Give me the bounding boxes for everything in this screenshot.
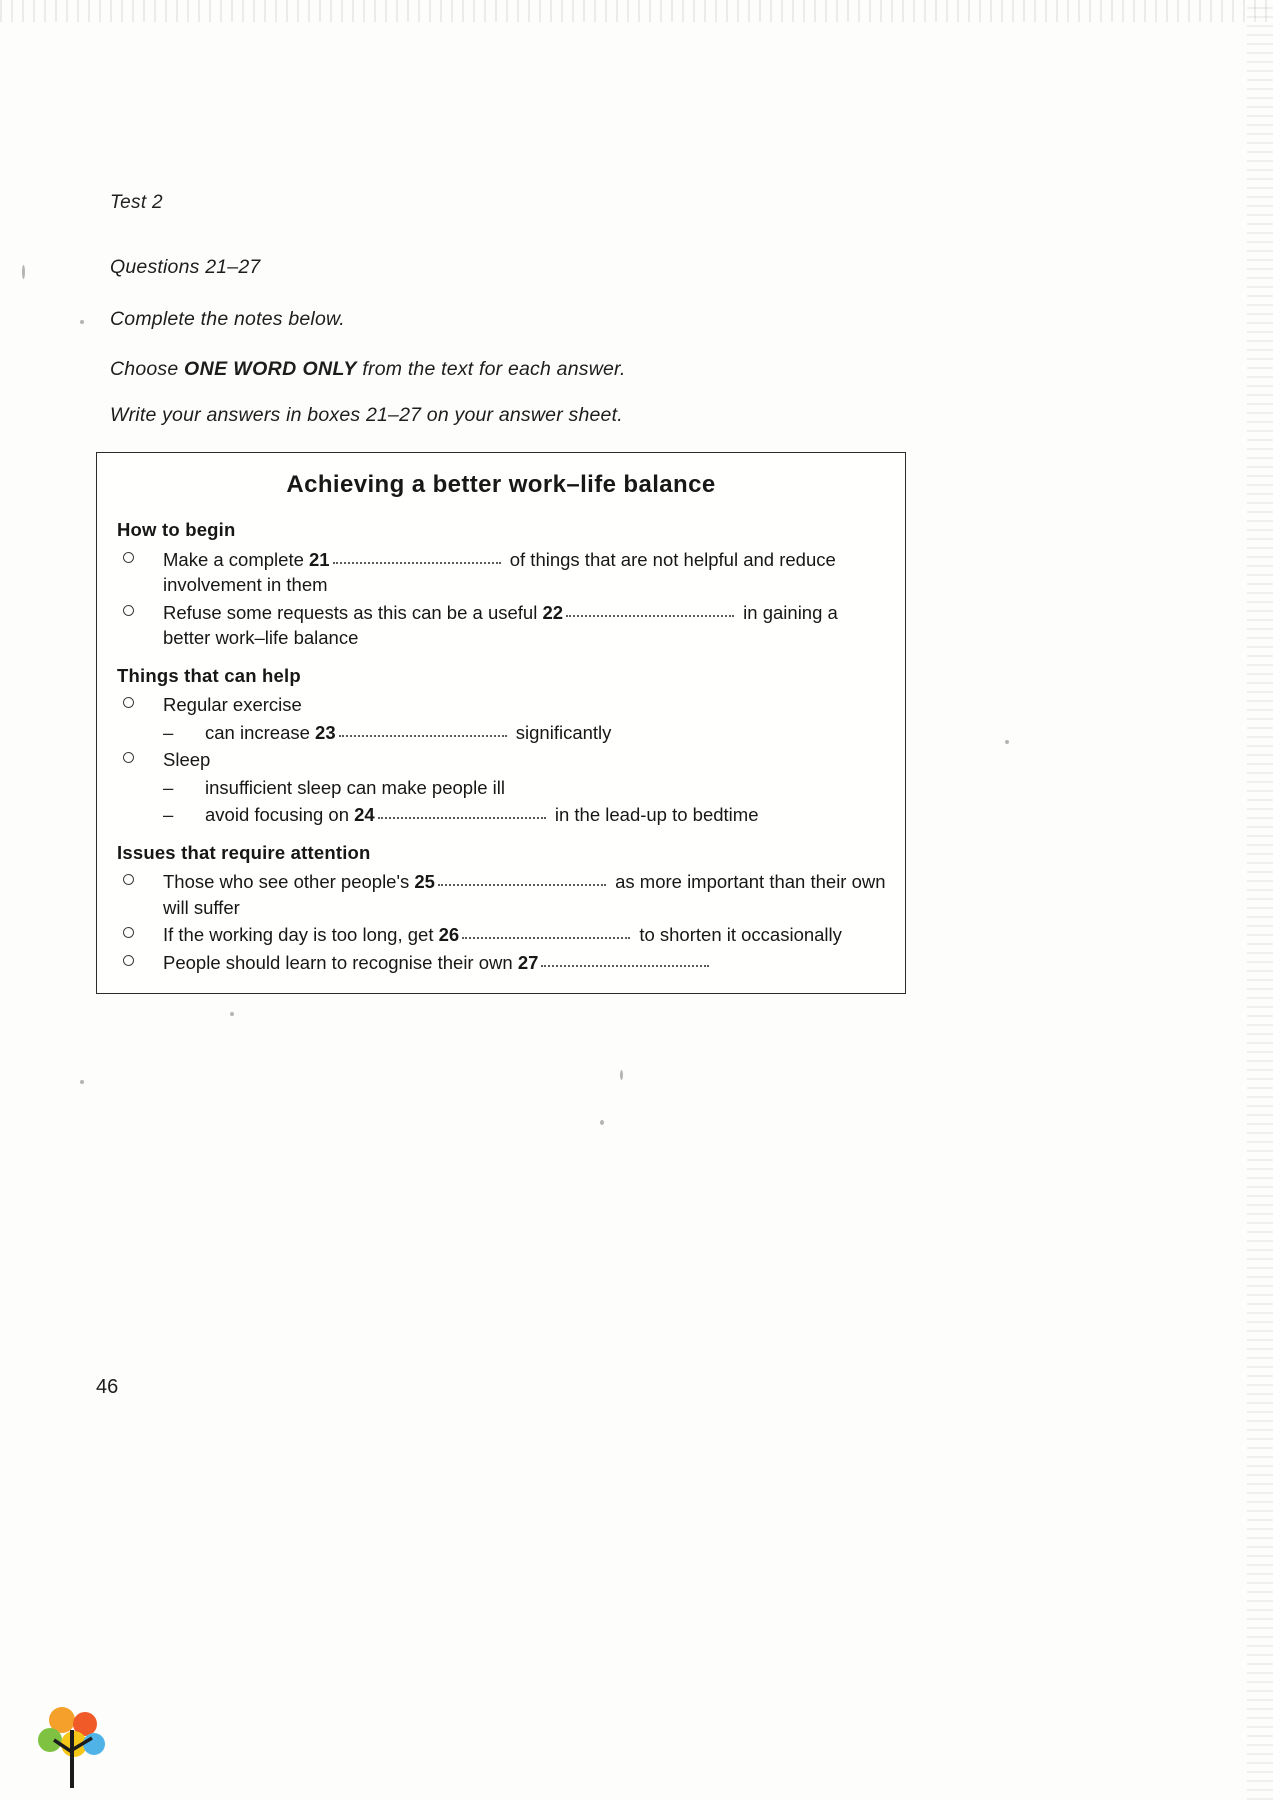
- test-label: Test 2: [110, 192, 163, 213]
- dash-icon: –: [163, 776, 174, 798]
- question-number: 26: [438, 924, 460, 946]
- page-number: 46: [96, 1376, 119, 1398]
- question-number: 22: [542, 601, 564, 623]
- scan-speck: [22, 265, 25, 279]
- note-bullet: [117, 922, 887, 948]
- bullet-icon: [117, 692, 163, 715]
- note-bullet-text: [163, 950, 887, 976]
- note-bullet-text: [163, 922, 887, 948]
- bullet-icon: [117, 747, 163, 770]
- note-bullet-text: [163, 600, 887, 651]
- bullet-text-pre: Make a complete: [163, 548, 310, 570]
- note-bullet-text: Sleep: [163, 749, 211, 771]
- instruction-complete-notes: Complete the notes below.: [110, 308, 345, 330]
- section-heading-how-to-begin: How to begin: [117, 519, 236, 540]
- sub-text-post: significantly: [510, 721, 612, 743]
- note-bullet: [117, 869, 887, 920]
- scan-speck: [600, 1120, 604, 1125]
- instruction-answer-sheet: Write your answers in boxes 21–27 on your answer sheet.: [110, 404, 623, 426]
- bullet-text-pre: People should learn to recognise their own: [163, 951, 518, 973]
- note-sub-bullet: [117, 802, 887, 828]
- answer-gap-26[interactable]: [462, 924, 630, 939]
- note-bullet: [117, 950, 887, 976]
- question-number: 24: [354, 804, 375, 826]
- scan-speck: [80, 320, 84, 324]
- dash-icon: –: [163, 721, 174, 743]
- answer-gap-23[interactable]: [339, 722, 507, 737]
- bullet-text-post: in gaining a better work–life balance: [163, 601, 838, 649]
- note-bullet-text: [163, 547, 887, 598]
- bullet-text-post: to shorten it occasionally: [634, 924, 842, 946]
- note-bullet: [117, 547, 887, 598]
- note-sub-bullet-text: [205, 802, 887, 828]
- dash-icon: –: [163, 804, 174, 826]
- question-number: 25: [414, 871, 435, 893]
- note-bullet-text: Regular exercise: [163, 694, 302, 716]
- notes-body: [97, 499, 905, 975]
- note-bullet: [117, 600, 887, 651]
- answer-gap-22[interactable]: [566, 602, 734, 617]
- bullet-text-pre: If the working day is too long, get: [163, 924, 439, 946]
- notes-title: Achieving a better work–life balance: [286, 471, 716, 498]
- bullet-text-post: as more important than their own will suffer: [163, 871, 886, 918]
- sub-text-pre: can increase: [205, 721, 316, 743]
- instruction-prefix: Choose: [110, 358, 185, 380]
- note-bullet: [117, 692, 887, 718]
- answer-gap-24[interactable]: [378, 804, 546, 819]
- scan-noise-right: [1247, 0, 1273, 1800]
- answer-gap-25[interactable]: [438, 871, 606, 886]
- note-sub-bullet-text: [205, 720, 887, 746]
- bullet-icon: [117, 950, 163, 973]
- scan-speck: [80, 1080, 84, 1084]
- notes-completion-box: [96, 452, 906, 994]
- note-bullet: [117, 747, 887, 773]
- note-sub-bullet: [117, 775, 887, 801]
- answer-gap-27[interactable]: [541, 952, 709, 967]
- instruction-suffix: from the text for each answer.: [356, 358, 626, 380]
- bullet-text-post: of things that are not helpful and reduce involvement in them: [163, 548, 836, 596]
- scan-speck: [1005, 740, 1009, 744]
- instruction-one-word-only: [110, 358, 626, 381]
- question-number: 27: [517, 951, 539, 973]
- bullet-text-pre: Those who see other people's: [163, 871, 415, 893]
- bullet-icon: [117, 600, 163, 623]
- bullet-icon: [117, 922, 163, 945]
- bullet-icon: [117, 547, 163, 570]
- note-sub-bullet-text: insufficient sleep can make people ill: [205, 776, 505, 798]
- scan-speck: [620, 1070, 623, 1080]
- note-sub-bullet: [117, 720, 887, 746]
- sub-text-pre: avoid focusing on: [205, 804, 355, 826]
- section-heading-things-that-can-help: Things that can help: [117, 664, 301, 686]
- tree-logo-icon: [30, 1700, 120, 1792]
- sub-text-post: in the lead-up to bedtime: [549, 804, 759, 826]
- note-bullet-text: [163, 869, 887, 920]
- answer-gap-21[interactable]: [333, 549, 501, 564]
- scan-speck: [230, 1012, 234, 1016]
- question-range-heading: Questions 21–27: [110, 256, 261, 278]
- scan-noise-top: [0, 0, 1273, 22]
- bullet-icon: [117, 869, 163, 892]
- bullet-text-pre: Refuse some requests as this can be a useful: [163, 601, 543, 623]
- section-heading-issues-that-require-attention: Issues that require attention: [117, 841, 371, 863]
- instruction-emphasis: ONE WORD ONLY: [184, 358, 357, 380]
- question-number: 23: [315, 721, 336, 743]
- question-number: 21: [309, 548, 330, 570]
